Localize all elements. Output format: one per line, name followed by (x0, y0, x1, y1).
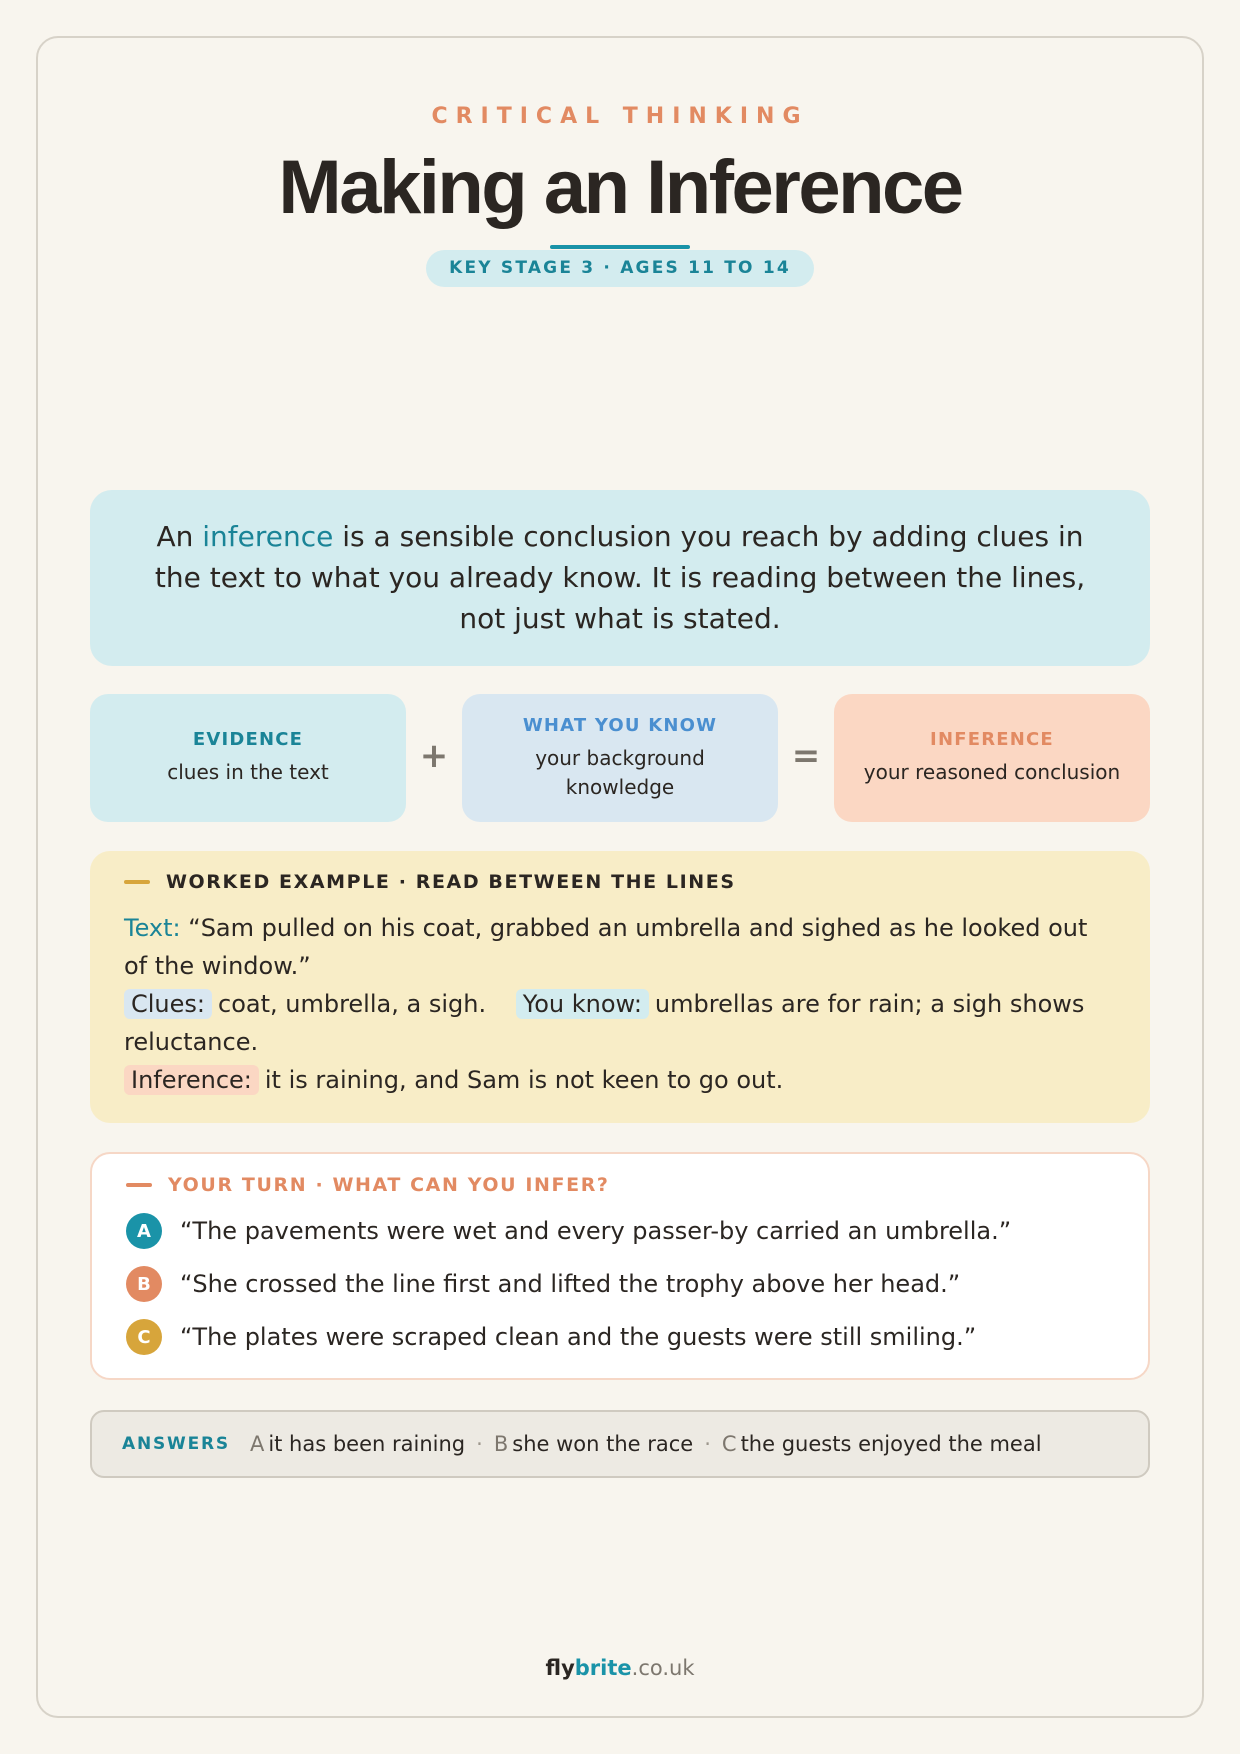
your-turn-heading (126, 1174, 1114, 1196)
inference-text: it is raining, and Sam is not keen to go out. (264, 1066, 784, 1094)
what-you-know-box (462, 694, 778, 822)
worked-example-body (124, 909, 1116, 1099)
evidence-box (90, 694, 406, 822)
what-you-know-desc: your background knowledge (535, 745, 705, 799)
plus-sign: + (419, 736, 449, 776)
letter-badge-b: B (126, 1266, 162, 1302)
your-turn-title: YOUR TURN · WHAT CAN YOU INFER? (168, 1174, 610, 1196)
answer-text: she won the race (512, 1432, 694, 1456)
answer-letter: C (721, 1432, 737, 1456)
question-item (126, 1319, 1114, 1355)
inference-desc: your reasoned conclusion (863, 760, 1121, 784)
definition-term: inference (202, 520, 334, 553)
evidence-desc: clues in the text (167, 760, 329, 784)
question-text: “She crossed the line first and lifted the trophy above her head.” (180, 1270, 961, 1298)
evidence-label: EVIDENCE (192, 729, 304, 750)
inference-label: INFERENCE (930, 729, 1054, 750)
question-text: “The pavements were wet and every passer-by carried an umbrella.” (180, 1217, 1012, 1245)
page-title: Making an Inference (278, 145, 962, 230)
your-turn-box (90, 1152, 1150, 1380)
answer-text: the guests enjoyed the meal (740, 1432, 1042, 1456)
key-stage-badge: KEY STAGE 3 · AGES 11 TO 14 (426, 250, 814, 287)
answer-separator: · (476, 1432, 483, 1456)
you-know-text: umbrellas are for rain; a sigh shows reluctance. (124, 990, 1085, 1056)
equals-sign: = (791, 736, 821, 776)
text-label: Text: (124, 914, 181, 942)
letter-badge-a: A (126, 1213, 162, 1249)
question-item (126, 1213, 1114, 1249)
answer-letter: B (493, 1432, 509, 1456)
eyebrow: CRITICAL THINKING (431, 104, 809, 129)
question-text: “The plates were scraped clean and the guests were still smiling.” (180, 1323, 977, 1351)
worked-example-heading (124, 871, 1116, 893)
heading-dash (126, 1183, 152, 1187)
footer-brand (0, 1656, 1240, 1680)
you-know-label: You know: (516, 989, 649, 1019)
question-item (126, 1266, 1114, 1302)
brand-fly: fly (545, 1656, 575, 1680)
brand-brite: brite (574, 1656, 632, 1680)
worked-example-box (90, 851, 1150, 1123)
definition-prefix: An (156, 520, 203, 553)
definition-box (90, 490, 1150, 666)
clues-label: Clues: (124, 989, 212, 1019)
brand-domain: .co.uk (631, 1656, 695, 1680)
what-you-know-label: WHAT YOU KNOW (522, 714, 718, 736)
answers-bar (90, 1410, 1150, 1478)
answers-label: ANSWERS (122, 1434, 230, 1454)
inference-tag: Inference: (124, 1065, 259, 1095)
definition-text: is a sensible conclusion you reach by adding clues in the text to what you already know. It is reading between the lines, not just what is stated. (154, 520, 1086, 635)
worked-example-title: WORKED EXAMPLE · READ BETWEEN THE LINES (166, 871, 736, 893)
title-underline (550, 245, 690, 249)
letter-badge-c: C (126, 1319, 162, 1355)
inference-box (834, 694, 1150, 822)
clues-text: coat, umbrella, a sigh. (218, 990, 487, 1018)
example-quote: “Sam pulled on his coat, grabbed an umbrella and sighed as he looked out of the window.” (124, 914, 1088, 980)
answer-text: it has been raining (268, 1432, 466, 1456)
heading-dash (124, 880, 150, 884)
answer-separator: · (704, 1432, 711, 1456)
answer-letter: A (249, 1432, 265, 1456)
